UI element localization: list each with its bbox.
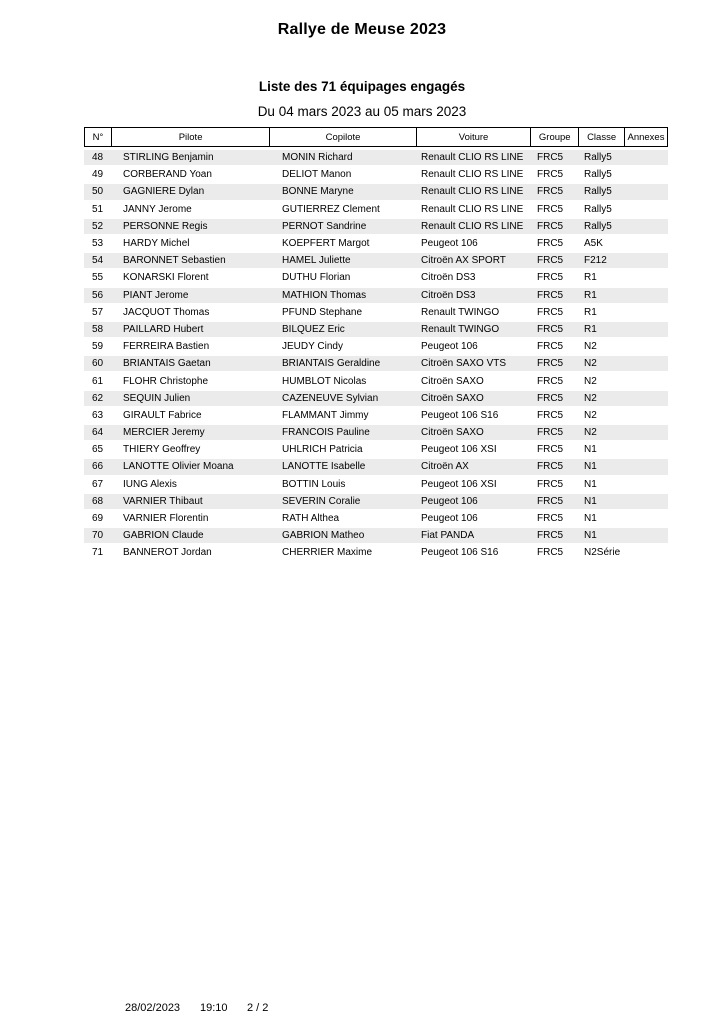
cell-num: 71 (91, 547, 104, 559)
cell-num: 68 (91, 495, 104, 507)
table-row (84, 407, 668, 424)
cell-voiture: Citroën DS3 (421, 289, 476, 301)
cell-copilote: FRANCOIS Pauline (282, 427, 370, 439)
table-row (84, 304, 668, 321)
cell-copilote: MATHION Thomas (282, 289, 367, 301)
cell-groupe: FRC5 (537, 238, 564, 250)
cell-classe: N1 (584, 495, 597, 507)
cell-voiture: Peugeot 106 (421, 238, 478, 250)
table-row (84, 355, 668, 372)
cell-groupe: FRC5 (537, 513, 564, 525)
table-row (84, 476, 668, 493)
cell-num: 58 (91, 323, 104, 335)
cell-copilote: RATH Althea (282, 513, 340, 525)
cell-groupe: FRC5 (537, 461, 564, 473)
cell-num: 66 (91, 461, 104, 473)
cell-copilote: GABRION Matheo (282, 530, 365, 542)
table-body (84, 149, 668, 562)
footer-time: 19:10 (200, 1002, 228, 1014)
cell-voiture: Citroën DS3 (421, 272, 476, 284)
header-cell-3: Voiture (417, 128, 532, 146)
cell-voiture: Fiat PANDA (421, 530, 475, 542)
cell-voiture: Peugeot 106 (421, 495, 478, 507)
cell-num: 64 (91, 427, 104, 439)
header-cell-5: Classe (579, 128, 625, 146)
cell-classe: N2Série (584, 547, 621, 559)
cell-pilote: STIRLING Benjamin (123, 152, 214, 164)
cell-voiture: Citroën SAXO (421, 392, 484, 404)
table-row (84, 372, 668, 389)
cell-groupe: FRC5 (537, 358, 564, 370)
cell-copilote: KOEPFERT Margot (282, 238, 370, 250)
cell-classe: N2 (584, 392, 597, 404)
cell-pilote: BARONNET Sebastien (123, 255, 226, 267)
table-row (84, 252, 668, 269)
cell-voiture: Renault CLIO RS LINE (421, 186, 524, 198)
cell-pilote: KONARSKI Florent (123, 272, 209, 284)
cell-groupe: FRC5 (537, 255, 564, 267)
cell-classe: Rally5 (584, 152, 612, 164)
cell-groupe: FRC5 (537, 323, 564, 335)
cell-pilote: THIERY Geoffrey (123, 444, 201, 456)
cell-num: 57 (91, 306, 104, 318)
cell-num: 62 (91, 392, 104, 404)
cell-classe: Rally5 (584, 169, 612, 181)
table-row (84, 544, 668, 561)
page-title: Rallye de Meuse 2023 (277, 21, 447, 38)
table-row (84, 390, 668, 407)
cell-copilote: BONNE Maryne (282, 186, 354, 198)
cell-voiture: Peugeot 106 (421, 513, 478, 525)
table-row (84, 424, 668, 441)
cell-voiture: Renault TWINGO (421, 306, 500, 318)
cell-copilote: SEVERIN Coralie (282, 495, 361, 507)
cell-num: 50 (91, 186, 104, 198)
cell-groupe: FRC5 (537, 375, 564, 387)
cell-pilote: IUNG Alexis (123, 478, 177, 490)
cell-groupe: FRC5 (537, 444, 564, 456)
cell-num: 59 (91, 341, 104, 353)
cell-pilote: VARNIER Florentin (123, 513, 209, 525)
table-row (84, 201, 668, 218)
cell-copilote: HUMBLOT Nicolas (282, 375, 367, 387)
cell-groupe: FRC5 (537, 306, 564, 318)
cell-num: 55 (91, 272, 104, 284)
cell-pilote: BANNEROT Jordan (123, 547, 212, 559)
table-row (84, 510, 668, 527)
cell-classe: N1 (584, 513, 597, 525)
cell-voiture: Renault CLIO RS LINE (421, 169, 524, 181)
cell-groupe: FRC5 (537, 392, 564, 404)
cell-classe: R1 (584, 323, 597, 335)
cell-classe: N1 (584, 461, 597, 473)
cell-num: 65 (91, 444, 104, 456)
cell-num: 48 (91, 152, 104, 164)
cell-pilote: GABRION Claude (123, 530, 204, 542)
cell-num: 49 (91, 169, 104, 181)
cell-groupe: FRC5 (537, 409, 564, 421)
table-row (84, 321, 668, 338)
cell-voiture: Peugeot 106 XSI (421, 478, 497, 490)
cell-classe: R1 (584, 289, 597, 301)
cell-pilote: MERCIER Jeremy (123, 427, 205, 439)
cell-groupe: FRC5 (537, 169, 564, 181)
header-cell-4: Groupe (531, 128, 579, 146)
cell-num: 51 (91, 203, 104, 215)
cell-copilote: BOTTIN Louis (282, 478, 346, 490)
cell-pilote: PIANT Jerome (123, 289, 189, 301)
cell-num: 69 (91, 513, 104, 525)
cell-voiture: Citroën SAXO VTS (421, 358, 507, 370)
cell-classe: N2 (584, 341, 597, 353)
cell-copilote: CHERRIER Maxime (282, 547, 373, 559)
cell-groupe: FRC5 (537, 341, 564, 353)
table-row (84, 149, 668, 166)
cell-num: 70 (91, 530, 104, 542)
cell-copilote: HAMEL Juliette (282, 255, 351, 267)
cell-pilote: CORBERAND Yoan (123, 169, 212, 181)
cell-groupe: FRC5 (537, 272, 564, 284)
cell-voiture: Renault CLIO RS LINE (421, 203, 524, 215)
cell-voiture: Peugeot 106 (421, 341, 478, 353)
cell-classe: N2 (584, 358, 597, 370)
cell-num: 53 (91, 238, 104, 250)
cell-voiture: Renault TWINGO (421, 323, 500, 335)
table-row (84, 493, 668, 510)
cell-pilote: PERSONNE Regis (123, 220, 208, 232)
cell-copilote: LANOTTE Isabelle (282, 461, 366, 473)
cell-classe: A5K (584, 238, 603, 250)
cell-pilote: VARNIER Thibaut (123, 495, 203, 507)
cell-pilote: FERREIRA Bastien (123, 341, 210, 353)
cell-copilote: JEUDY Cindy (282, 341, 343, 353)
header-cell-0: N° (85, 128, 112, 146)
cell-voiture: Renault CLIO RS LINE (421, 220, 524, 232)
cell-pilote: JANNY Jerome (123, 203, 192, 215)
cell-copilote: GUTIERREZ Clement (282, 203, 380, 215)
cell-classe: N1 (584, 478, 597, 490)
header-cell-1: Pilote (112, 128, 270, 146)
entry-table (84, 127, 668, 562)
cell-groupe: FRC5 (537, 289, 564, 301)
cell-groupe: FRC5 (537, 530, 564, 542)
cell-copilote: BILQUEZ Eric (282, 323, 345, 335)
cell-copilote: BRIANTAIS Geraldine (282, 358, 381, 370)
cell-voiture: Peugeot 106 S16 (421, 547, 499, 559)
cell-pilote: LANOTTE Olivier Moana (123, 461, 234, 473)
cell-copilote: PFUND Stephane (282, 306, 363, 318)
footer-page-indicator: 2 / 2 (247, 1002, 269, 1014)
cell-pilote: JACQUOT Thomas (123, 306, 210, 318)
table-row (84, 218, 668, 235)
cell-voiture: Peugeot 106 S16 (421, 409, 499, 421)
cell-classe: Rally5 (584, 220, 612, 232)
cell-num: 61 (91, 375, 104, 387)
cell-groupe: FRC5 (537, 203, 564, 215)
cell-voiture: Peugeot 106 XSI (421, 444, 497, 456)
table-header (84, 127, 668, 147)
page-subtitle: Liste des 71 équipages engagés (258, 79, 466, 94)
header-cell-2: Copilote (270, 128, 416, 146)
cell-groupe: FRC5 (537, 547, 564, 559)
table-row (84, 338, 668, 355)
cell-voiture: Citroën SAXO (421, 375, 484, 387)
date-range: Du 04 mars 2023 au 05 mars 2023 (257, 104, 467, 119)
cell-pilote: GAGNIERE Dylan (123, 186, 205, 198)
cell-num: 60 (91, 358, 104, 370)
cell-groupe: FRC5 (537, 186, 564, 198)
cell-pilote: BRIANTAIS Gaetan (123, 358, 211, 370)
cell-pilote: FLOHR Christophe (123, 375, 209, 387)
cell-pilote: SEQUIN Julien (123, 392, 191, 404)
cell-groupe: FRC5 (537, 427, 564, 439)
cell-voiture: Citroën AX SPORT (421, 255, 506, 267)
cell-classe: N2 (584, 427, 597, 439)
table-row (84, 183, 668, 200)
header-cell-6: Annexes (627, 131, 665, 143)
cell-classe: Rally5 (584, 186, 612, 198)
cell-num: 52 (91, 220, 104, 232)
table-row (84, 287, 668, 304)
cell-classe: R1 (584, 306, 597, 318)
table-row (84, 166, 668, 183)
table-row (84, 527, 668, 544)
table-row (84, 458, 668, 475)
cell-copilote: CAZENEUVE Sylvian (282, 392, 379, 404)
cell-voiture: Renault CLIO RS LINE (421, 152, 524, 164)
cell-classe: Rally5 (584, 203, 612, 215)
cell-classe: N1 (584, 444, 597, 456)
cell-num: 54 (91, 255, 104, 267)
cell-num: 56 (91, 289, 104, 301)
table-row (84, 269, 668, 286)
cell-copilote: DELIOT Manon (282, 169, 352, 181)
cell-copilote: FLAMMANT Jimmy (282, 409, 369, 421)
table-row (84, 235, 668, 252)
cell-groupe: FRC5 (537, 220, 564, 232)
cell-groupe: FRC5 (537, 495, 564, 507)
cell-pilote: GIRAULT Fabrice (123, 409, 202, 421)
cell-copilote: MONIN Richard (282, 152, 353, 164)
cell-copilote: PERNOT Sandrine (282, 220, 367, 232)
cell-copilote: DUTHU Florian (282, 272, 351, 284)
cell-copilote: UHLRICH Patricia (282, 444, 363, 456)
cell-classe: N1 (584, 530, 597, 542)
cell-pilote: HARDY Michel (123, 238, 190, 250)
table-row (84, 441, 668, 458)
footer-date: 28/02/2023 (125, 1002, 181, 1014)
cell-classe: N2 (584, 409, 597, 421)
cell-classe: R1 (584, 272, 597, 284)
cell-classe: N2 (584, 375, 597, 387)
cell-voiture: Citroën SAXO (421, 427, 484, 439)
cell-groupe: FRC5 (537, 478, 564, 490)
cell-voiture: Citroën AX (421, 461, 469, 473)
cell-pilote: PAILLARD Hubert (123, 323, 204, 335)
cell-num: 67 (91, 478, 104, 490)
cell-groupe: FRC5 (537, 152, 564, 164)
cell-num: 63 (91, 409, 104, 421)
cell-classe: F212 (584, 255, 607, 267)
